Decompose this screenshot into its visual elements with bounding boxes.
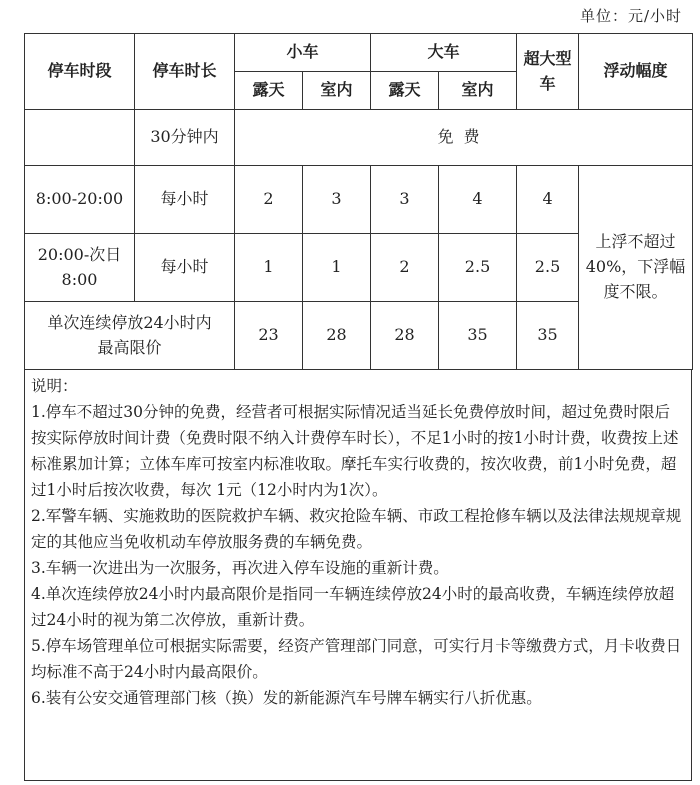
- row-day-small-indoor: 3: [303, 166, 371, 234]
- header-super-large-car: 超大型车: [517, 34, 579, 110]
- header-large-indoor: 室内: [439, 72, 517, 110]
- row-night-small-indoor: 1: [303, 234, 371, 302]
- notes-section: [24, 369, 692, 781]
- cap-large-indoor: 35: [439, 302, 517, 370]
- cap-small-indoor: 28: [303, 302, 371, 370]
- header-large-car: 大车: [371, 34, 517, 72]
- float-range-cell: 上浮不超过40%，下浮幅度不限。: [579, 166, 693, 370]
- note-item-6: 6.装有公安交通管理部门核（换）发的新能源汽车号牌车辆实行八折优惠。: [31, 689, 542, 707]
- row-night-large-outdoor: 2: [371, 234, 439, 302]
- header-float-range: 浮动幅度: [579, 34, 693, 110]
- free-period-cell: [25, 110, 135, 166]
- header-duration: 停车时长: [135, 34, 235, 110]
- row-day-super-large: 4: [517, 166, 579, 234]
- row-night-large-indoor: 2.5: [439, 234, 517, 302]
- row-night-duration: 每小时: [135, 234, 235, 302]
- cap-small-outdoor: 23: [235, 302, 303, 370]
- header-large-outdoor: 露天: [371, 72, 439, 110]
- cap-row-label: 单次连续停放24小时内最高限价: [25, 302, 235, 370]
- row-night-period: 20:00-次日8:00: [25, 234, 135, 302]
- header-period: 停车时段: [25, 34, 135, 110]
- cap-super-large: 35: [517, 302, 579, 370]
- unit-label: 单位：元/小时: [579, 7, 682, 25]
- free-duration-cell: 30分钟内: [135, 110, 235, 166]
- header-small-outdoor: 露天: [235, 72, 303, 110]
- note-item-2: 2.军警车辆、实施救助的医院救护车辆、救灾抢险车辆、市政工程抢修车辆以及法律法规规章规定的其他应当免收机动车停放服务费的车辆免费。: [31, 507, 682, 551]
- row-night-small-outdoor: 1: [235, 234, 303, 302]
- note-item-5: 5.停车场管理单位可根据实际需要，经资产管理部门同意，可实行月卡等缴费方式，月卡收费日均标准不高于24小时内最高限价。: [31, 637, 682, 681]
- cap-large-outdoor: 28: [371, 302, 439, 370]
- header-small-indoor: 室内: [303, 72, 371, 110]
- parking-fee-table: [24, 33, 693, 370]
- note-item-3: 3.车辆一次进出为一次服务，再次进入停车设施的重新计费。: [31, 559, 449, 577]
- free-value-cell: 免费: [235, 110, 693, 166]
- notes-title: 说明：: [31, 377, 78, 395]
- header-small-car: 小车: [235, 34, 371, 72]
- row-day-large-indoor: 4: [439, 166, 517, 234]
- note-item-4: 4.单次连续停放24小时内最高限价是指同一车辆连续停放24小时的最高收费，车辆连续停放超过24小时的视为第二次停放，重新计费。: [31, 585, 675, 629]
- note-item-1: 1.停车不超过30分钟的免费，经营者可根据实际情况适当延长免费停放时间，超过免费时限后按实际停放时间计费（免费时限不纳入计费停车时长），不足1小时的按1小时计费，收费按上述标准累加计算；立体车库可按室内标准收取。摩托车实行收费的，按次收费，前1小时免费，超过1小时后按次收费，每次 1元（12小时内为1次）。: [31, 403, 679, 499]
- row-day-period: 8:00-20:00: [25, 166, 135, 234]
- row-day-large-outdoor: 3: [371, 166, 439, 234]
- row-night-super-large: 2.5: [517, 234, 579, 302]
- row-day-small-outdoor: 2: [235, 166, 303, 234]
- row-day-duration: 每小时: [135, 166, 235, 234]
